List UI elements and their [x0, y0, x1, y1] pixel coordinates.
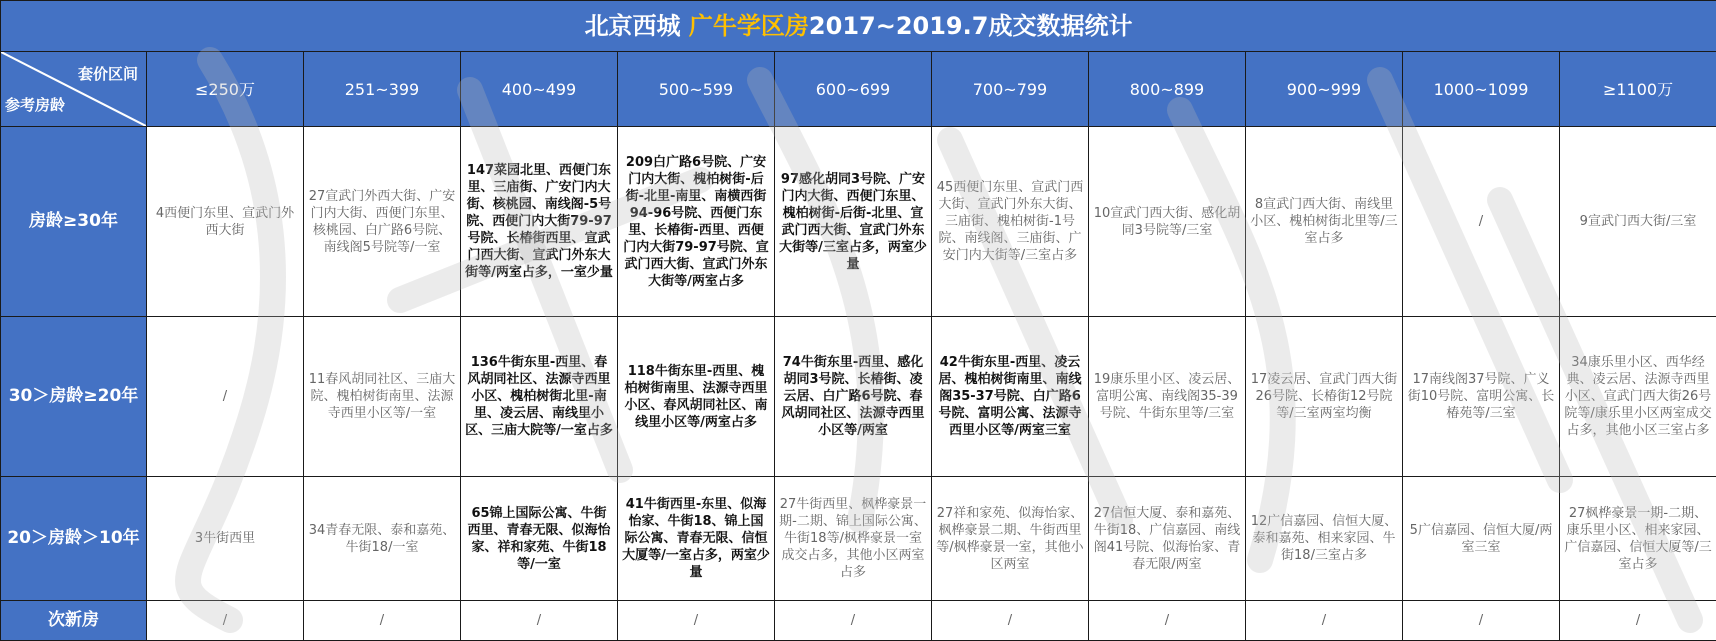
row-header: 30＞房龄≥20年 — [1, 317, 147, 477]
table-cell: 27信恒大厦、泰和嘉苑、牛街18、广信嘉园、南线阁41号院、似海怡家、青春无限/两室 — [1089, 477, 1246, 601]
table-cell: / — [618, 601, 775, 641]
title-highlight: 广牛学区房 — [689, 12, 809, 40]
table-row — [1, 127, 1716, 317]
corner-age-label: 参考房龄 — [5, 97, 65, 114]
table-cell: / — [147, 601, 304, 641]
table-cell: 34康乐里小区、西华经典、凌云居、法源寺西里小区、宣武门西大街26号院等/康乐里小区两室成交占多，其他小区三室占多 — [1560, 317, 1716, 477]
row-header: 20＞房龄＞10年 — [1, 477, 147, 601]
table-cell: / — [461, 601, 618, 641]
table-cell: 65锦上国际公寓、牛街西里、青春无限、似海怡家、祥和家苑、牛街18等/一室 — [461, 477, 618, 601]
table-cell: 3牛街西里 — [147, 477, 304, 601]
table-cell: 97感化胡同3号院、广安门内大街、西便门东里、槐柏树街-后街-北里、宣武门西大街、宣武门外东大街等/三室占多，两室少量 — [775, 127, 932, 317]
col-header: 900~999 — [1246, 52, 1403, 127]
table-cell: 17凌云居、宣武门西大街26号院、长椿街12号院等/三室两室均衡 — [1246, 317, 1403, 477]
page-title — [1, 1, 1716, 52]
table-cell: 27祥和家苑、似海怡家、枫桦豪景二期、牛街西里等/枫桦豪景一室，其他小区两室 — [932, 477, 1089, 601]
table-cell: 41牛街西里-东里、似海怡家、牛街18、锦上国际公寓、青春无限、信恒大厦等/一室占多，两室少量 — [618, 477, 775, 601]
table-cell: / — [775, 601, 932, 641]
table-cell: 74牛街东里-西里、感化胡同3号院、长椿街、凌云居、白广路6号院、春风胡同社区、法源寺西里小区等/两室 — [775, 317, 932, 477]
table-row — [1, 317, 1716, 477]
table-cell: 19康乐里小区、凌云居、富明公寓、南线阁35-39号院、牛街东里等/三室 — [1089, 317, 1246, 477]
table-cell: 4西便门东里、宣武门外西大街 — [147, 127, 304, 317]
col-header: 600~699 — [775, 52, 932, 127]
row-header: 次新房 — [1, 601, 147, 641]
col-header: 700~799 — [932, 52, 1089, 127]
header-row — [1, 52, 1716, 127]
table-cell: 136牛街东里-西里、春风胡同社区、法源寺西里小区、槐柏树街北里-南里、凌云居、南线里小区、三庙大院等/一室占多 — [461, 317, 618, 477]
table-cell: / — [1246, 601, 1403, 641]
table-cell: 118牛街东里-西里、槐柏树街南里、法源寺西里小区、春风胡同社区、南线里小区等/两室占多 — [618, 317, 775, 477]
col-header: 500~599 — [618, 52, 775, 127]
table-row — [1, 477, 1716, 601]
table-cell: / — [1403, 127, 1560, 317]
table-cell: 17南线阁37号院、广义街10号院、富明公寓、长椿苑等/三室 — [1403, 317, 1560, 477]
row-header: 房龄≥30年 — [1, 127, 147, 317]
table-cell: 34青春无限、泰和嘉苑、牛街18/一室 — [304, 477, 461, 601]
col-header: ≤250万 — [147, 52, 304, 127]
table-cell: 5广信嘉园、信恒大厦/两室三室 — [1403, 477, 1560, 601]
table-cell: 42牛街东里-西里、凌云居、槐柏树街南里、南线阁35-37号院、白广路6号院、富明公寓、法源寺西里小区等/两室三室 — [932, 317, 1089, 477]
table-cell: 11春风胡同社区、三庙大院、槐柏树街南里、法源寺西里小区等/一室 — [304, 317, 461, 477]
title-row — [1, 1, 1716, 52]
col-header: 1000~1099 — [1403, 52, 1560, 127]
col-header: 800~899 — [1089, 52, 1246, 127]
table-cell: / — [932, 601, 1089, 641]
table-cell: 45西便门东里、宣武门西大街、宣武门外东大街、三庙街、槐柏树街-1号院、南线阁、三庙街、广安门内大街等/三室占多 — [932, 127, 1089, 317]
table-cell: 147菜园北里、西便门东里、三庙街、广安门内大街、核桃园、南线阁-5号院、西便门内大街79-97号院、长椿街西里、宣武门西大街、宣武门外东大街等/两室占多，一室少量 — [461, 127, 618, 317]
table-cell: / — [1560, 601, 1716, 641]
title-prefix: 北京西城 — [585, 12, 681, 40]
diagonal-line — [1, 52, 146, 126]
table-cell: 10宣武门西大街、感化胡同3号院等/三室 — [1089, 127, 1246, 317]
table-cell: 27宣武门外西大街、广安门内大街、西便门东里、核桃园、白广路6号院、南线阁5号院等/一室 — [304, 127, 461, 317]
table-row — [1, 601, 1716, 641]
col-header: 251~399 — [304, 52, 461, 127]
col-header: ≥1100万 — [1560, 52, 1716, 127]
table-cell: / — [1403, 601, 1560, 641]
table-cell: 8宣武门西大街、南线里小区、槐柏树街北里等/三室占多 — [1246, 127, 1403, 317]
table-cell: 209白广路6号院、广安门内大街、槐柏树街-后街-北里-南里、南横西街94-96号院、西便门东里、长椿街-西里、西便门内大街79-97号院、宣武门西大街、宣武门外东大街等/两室占多 — [618, 127, 775, 317]
table-cell: / — [304, 601, 461, 641]
title-suffix: 2017~2019.7成交数据统计 — [809, 12, 1133, 40]
col-header: 400~499 — [461, 52, 618, 127]
table-cell: 9宣武门西大街/三室 — [1560, 127, 1716, 317]
table-cell: 27枫桦豪景一期-二期、康乐里小区、相来家园、广信嘉园、信恒大厦等/三室占多 — [1560, 477, 1716, 601]
table-cell: 27牛街西里、枫桦豪景一期-二期、锦上国际公寓、牛街18等/枫桦豪景一室成交占多，其他小区两室占多 — [775, 477, 932, 601]
corner-header — [1, 52, 147, 127]
table-cell: / — [147, 317, 304, 477]
table-cell: / — [1089, 601, 1246, 641]
corner-price-label: 套价区间 — [78, 66, 138, 83]
table-cell: 12广信嘉园、信恒大厦、泰和嘉苑、相来家园、牛街18/三室占多 — [1246, 477, 1403, 601]
